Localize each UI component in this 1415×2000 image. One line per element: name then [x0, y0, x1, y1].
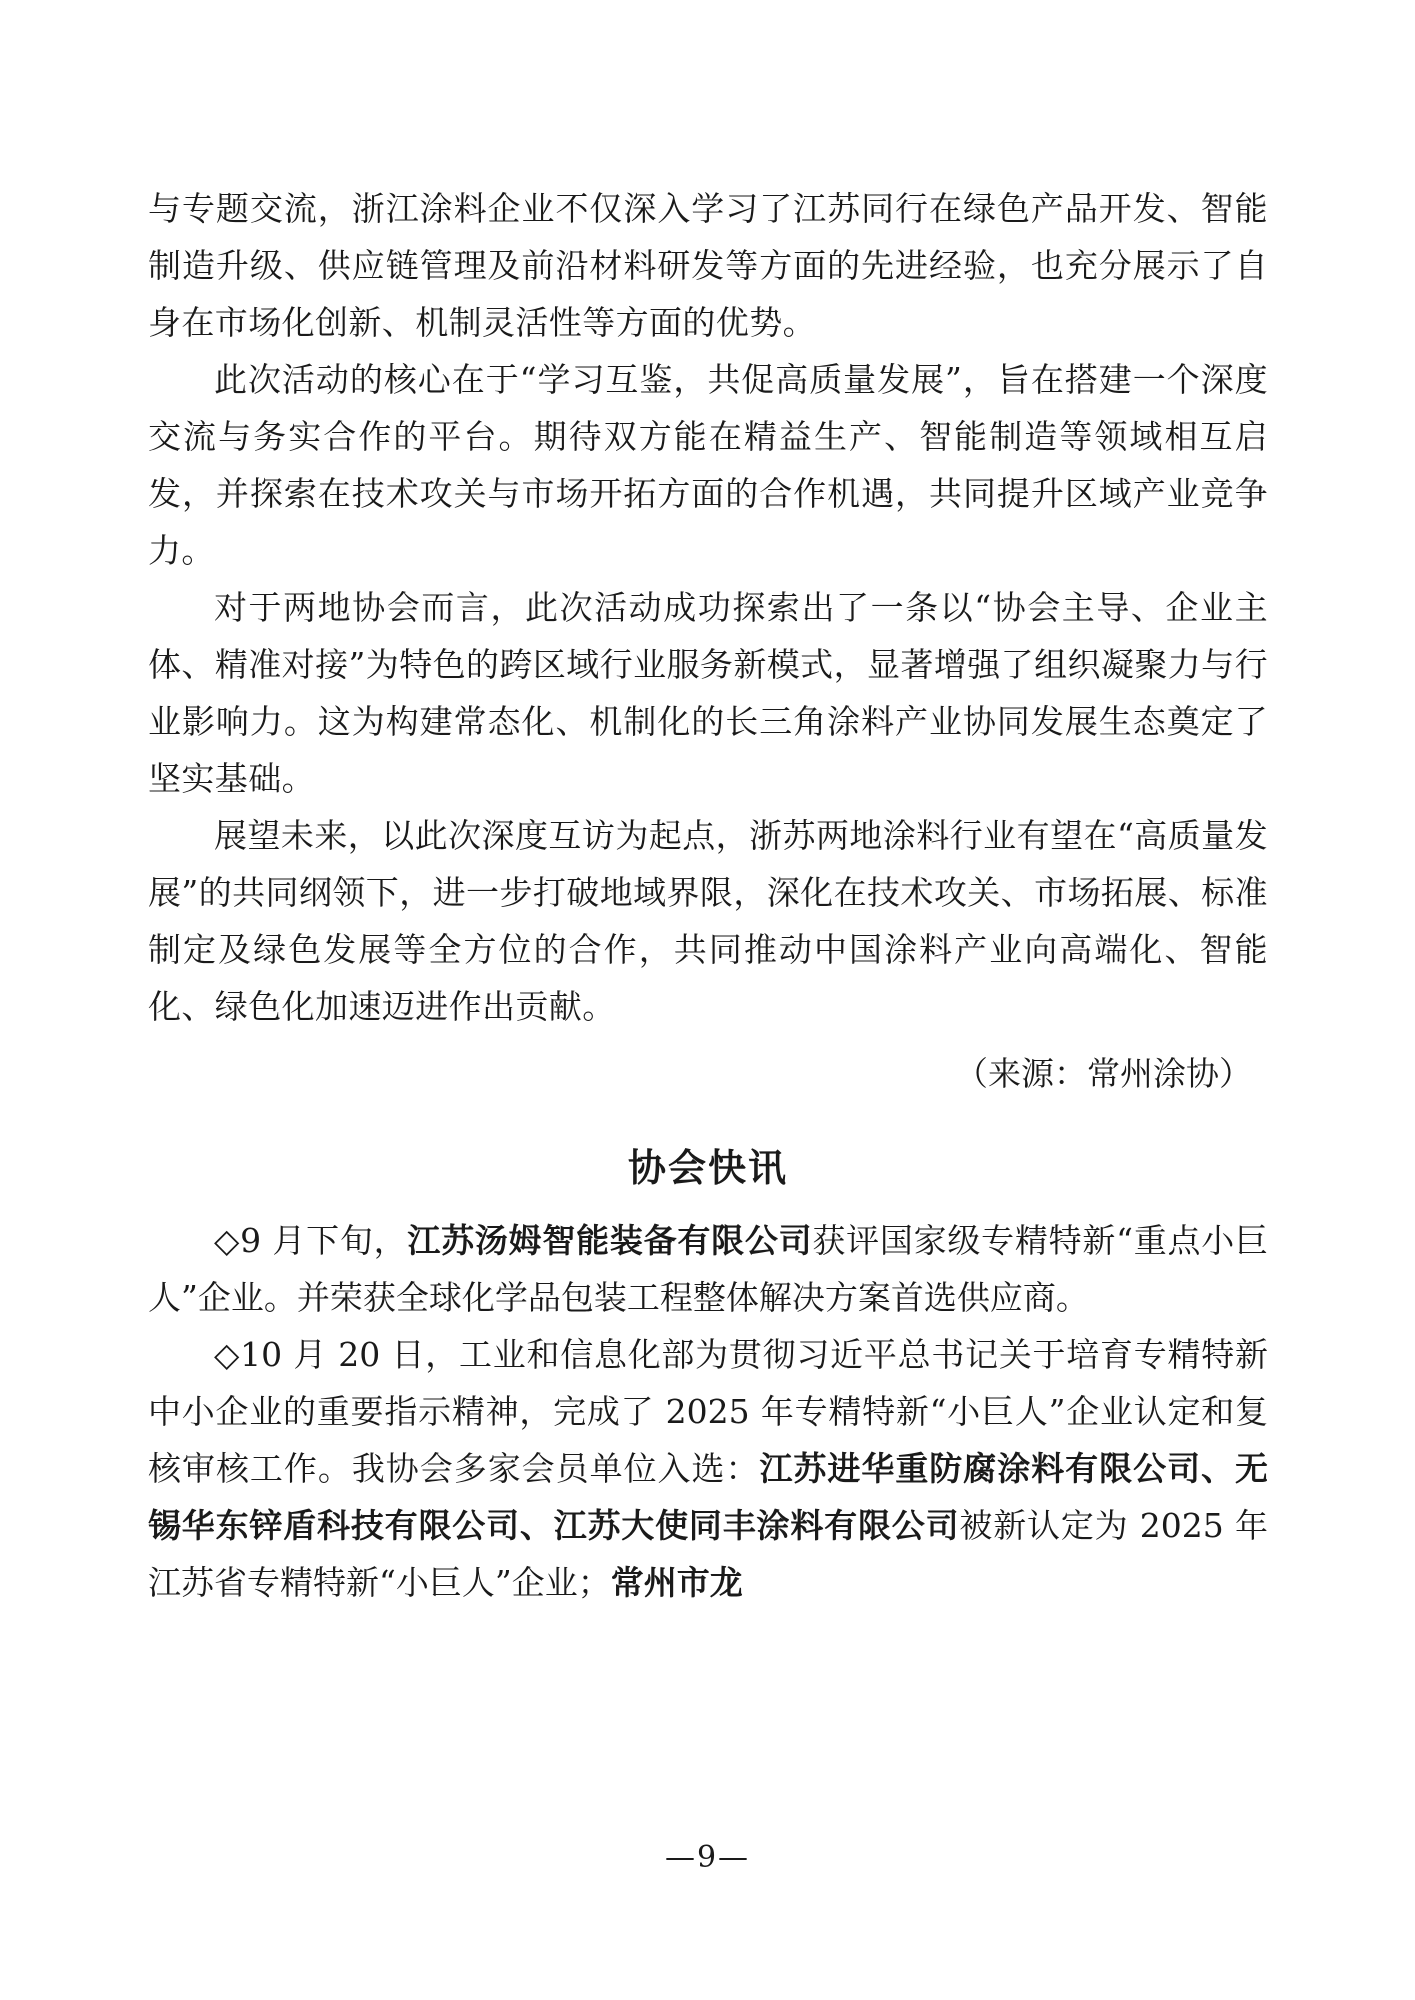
news-item-1 [148, 1212, 1268, 1326]
paragraph-2: 此次活动的核心在于“学习互鉴，共促高质量发展”，旨在搭建一个深度交流与务实合作的平台。期待双方能在精益生产、智能制造等领域相互启发，并探索在技术攻关与市场开拓方面的合作机遇，共同提升区域产业竞争力。 [148, 360, 1268, 570]
news-item-2-company-next: 常州市龙 [610, 1563, 743, 1602]
news-item-1-prefix: ◇9 月下旬， [214, 1221, 408, 1260]
news-item-1-rest: 获评国家级专精特新“重点小巨人”企业。并荣获全球化学品包装工程整体解决方案首选供应商。 [148, 1221, 1268, 1317]
news-item-2-prefix: ◇10 月 20 日，工业和信息化部为贯彻习近平总书记关于培育专精特新中小企业的重要指示精神，完成了 2025 年专精特新“小巨人”企业认定和复核审核工作。我协会多家会员单位入选： [148, 1335, 1268, 1488]
section-heading: 协会快讯 [627, 1146, 788, 1190]
paragraph-1: 与专题交流，浙江涂料企业不仅深入学习了江苏同行在绿色产品开发、智能制造升级、供应链管理及前沿材料研发等方面的先进经验，也充分展示了自身在市场化创新、机制灵活性等方面的优势。 [148, 189, 1268, 342]
page-content [148, 180, 1268, 1611]
paragraph-3: 对于两地协会而言，此次活动成功探索出了一条以“协会主导、企业主体、精准对接”为特色的跨区域行业服务新模式，显著增强了组织凝聚力与行业影响力。这为构建常态化、机制化的长三角涂料产业协同发展生态奠定了坚实基础。 [148, 588, 1268, 798]
news-item-2-companies: 江苏进华重防腐涂料有限公司、无锡华东锌盾科技有限公司、江苏大使同丰涂料有限公司 [148, 1449, 1268, 1545]
paragraph-4: 展望未来，以此次深度互访为起点，浙苏两地涂料行业有望在“高质量发展”的共同纲领下，进一步打破地域界限，深化在技术攻关、市场拓展、标准制定及绿色发展等全方位的合作，共同推动中国涂料产业向高端化、智能化、绿色化加速迈进作出贡献。 [148, 816, 1268, 1026]
source-attribution: （来源：常州涂协） [955, 1054, 1252, 1093]
page-number: —9— [664, 1840, 751, 1875]
news-item-2-mid: 被新认定为 2025 年江苏省专精特新“小巨人”企业； [148, 1506, 1269, 1602]
news-item-2 [148, 1326, 1268, 1611]
news-item-1-company: 江苏汤姆智能装备有限公司 [407, 1221, 813, 1260]
